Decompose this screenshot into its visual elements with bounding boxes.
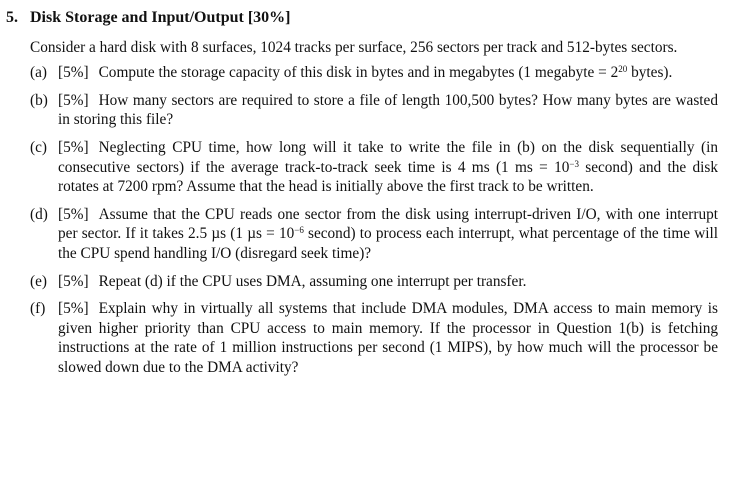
- part-label: (a): [30, 64, 47, 82]
- part-e: [30, 272, 718, 292]
- part-text: Compute the storage capacity of this disk in bytes and in megabytes (1 megabyte = 2: [98, 64, 619, 82]
- part-label: (c): [30, 138, 47, 156]
- part-text: Explain why in virtually all systems that include DMA modules, DMA access to main memory is given higher priority than CPU access to main memory. If the processor in Question 1(b) is fetching instructions at the rate of 1 million instructions per second (1 MIPS), by how much will the processor be slowed down due to the DMA activity?: [58, 300, 718, 376]
- part-points: [5%]: [58, 138, 89, 156]
- part-text: Assume that the CPU reads one sector from the disk using interrupt-driven I/O, with one interrupt per sector. If it takes 2.5 µs (1 µs = 10: [58, 205, 718, 243]
- part-label: (d): [30, 205, 48, 223]
- part-points: [5%]: [58, 300, 89, 318]
- part-f: [30, 299, 718, 377]
- question-intro: Consider a hard disk with 8 surfaces, 1024 tracks per surface, 256 sectors per track and 512-bytes sectors.: [30, 38, 678, 56]
- part-points: [5%]: [58, 91, 89, 109]
- part-text-end: second) to process each interrupt, what percentage of the time will the CPU spend handling I/O (disregard seek time)?: [58, 225, 719, 262]
- part-label: (b): [30, 91, 48, 109]
- part-text: Repeat (d) if the CPU uses DMA, assuming one interrupt per transfer.: [98, 272, 527, 290]
- part-text-end: bytes).: [627, 64, 673, 82]
- part-text: Neglecting CPU time, how long will it take to write the file in (b) on the disk sequentially (in consecutive sectors) if the average track-to-track seek time is 4 ms (1 ms = 10: [58, 138, 718, 176]
- part-d: [30, 205, 718, 264]
- part-label: (e): [30, 272, 47, 290]
- part-points: [5%]: [58, 272, 89, 290]
- part-text: How many sectors are required to store a file of length 100,500 bytes? How many bytes are wasted in storing this file?: [58, 91, 718, 129]
- part-points: [5%]: [58, 64, 89, 82]
- exponent: −6: [294, 225, 304, 236]
- exponent: 20: [618, 64, 628, 75]
- question-heading: [6, 8, 718, 28]
- part-b: [30, 91, 718, 130]
- question-title: Disk Storage and Input/Output [30%]: [30, 9, 291, 26]
- part-text-end: second) and the disk rotates at 7200 rpm? Assume that the head is initially above the first track to be written.: [58, 158, 718, 196]
- part-points: [5%]: [58, 205, 89, 223]
- exponent: −3: [569, 158, 579, 169]
- part-label: (f): [30, 300, 46, 318]
- question-number: 5.: [6, 9, 18, 26]
- part-c: [30, 138, 718, 197]
- part-a: [30, 63, 718, 83]
